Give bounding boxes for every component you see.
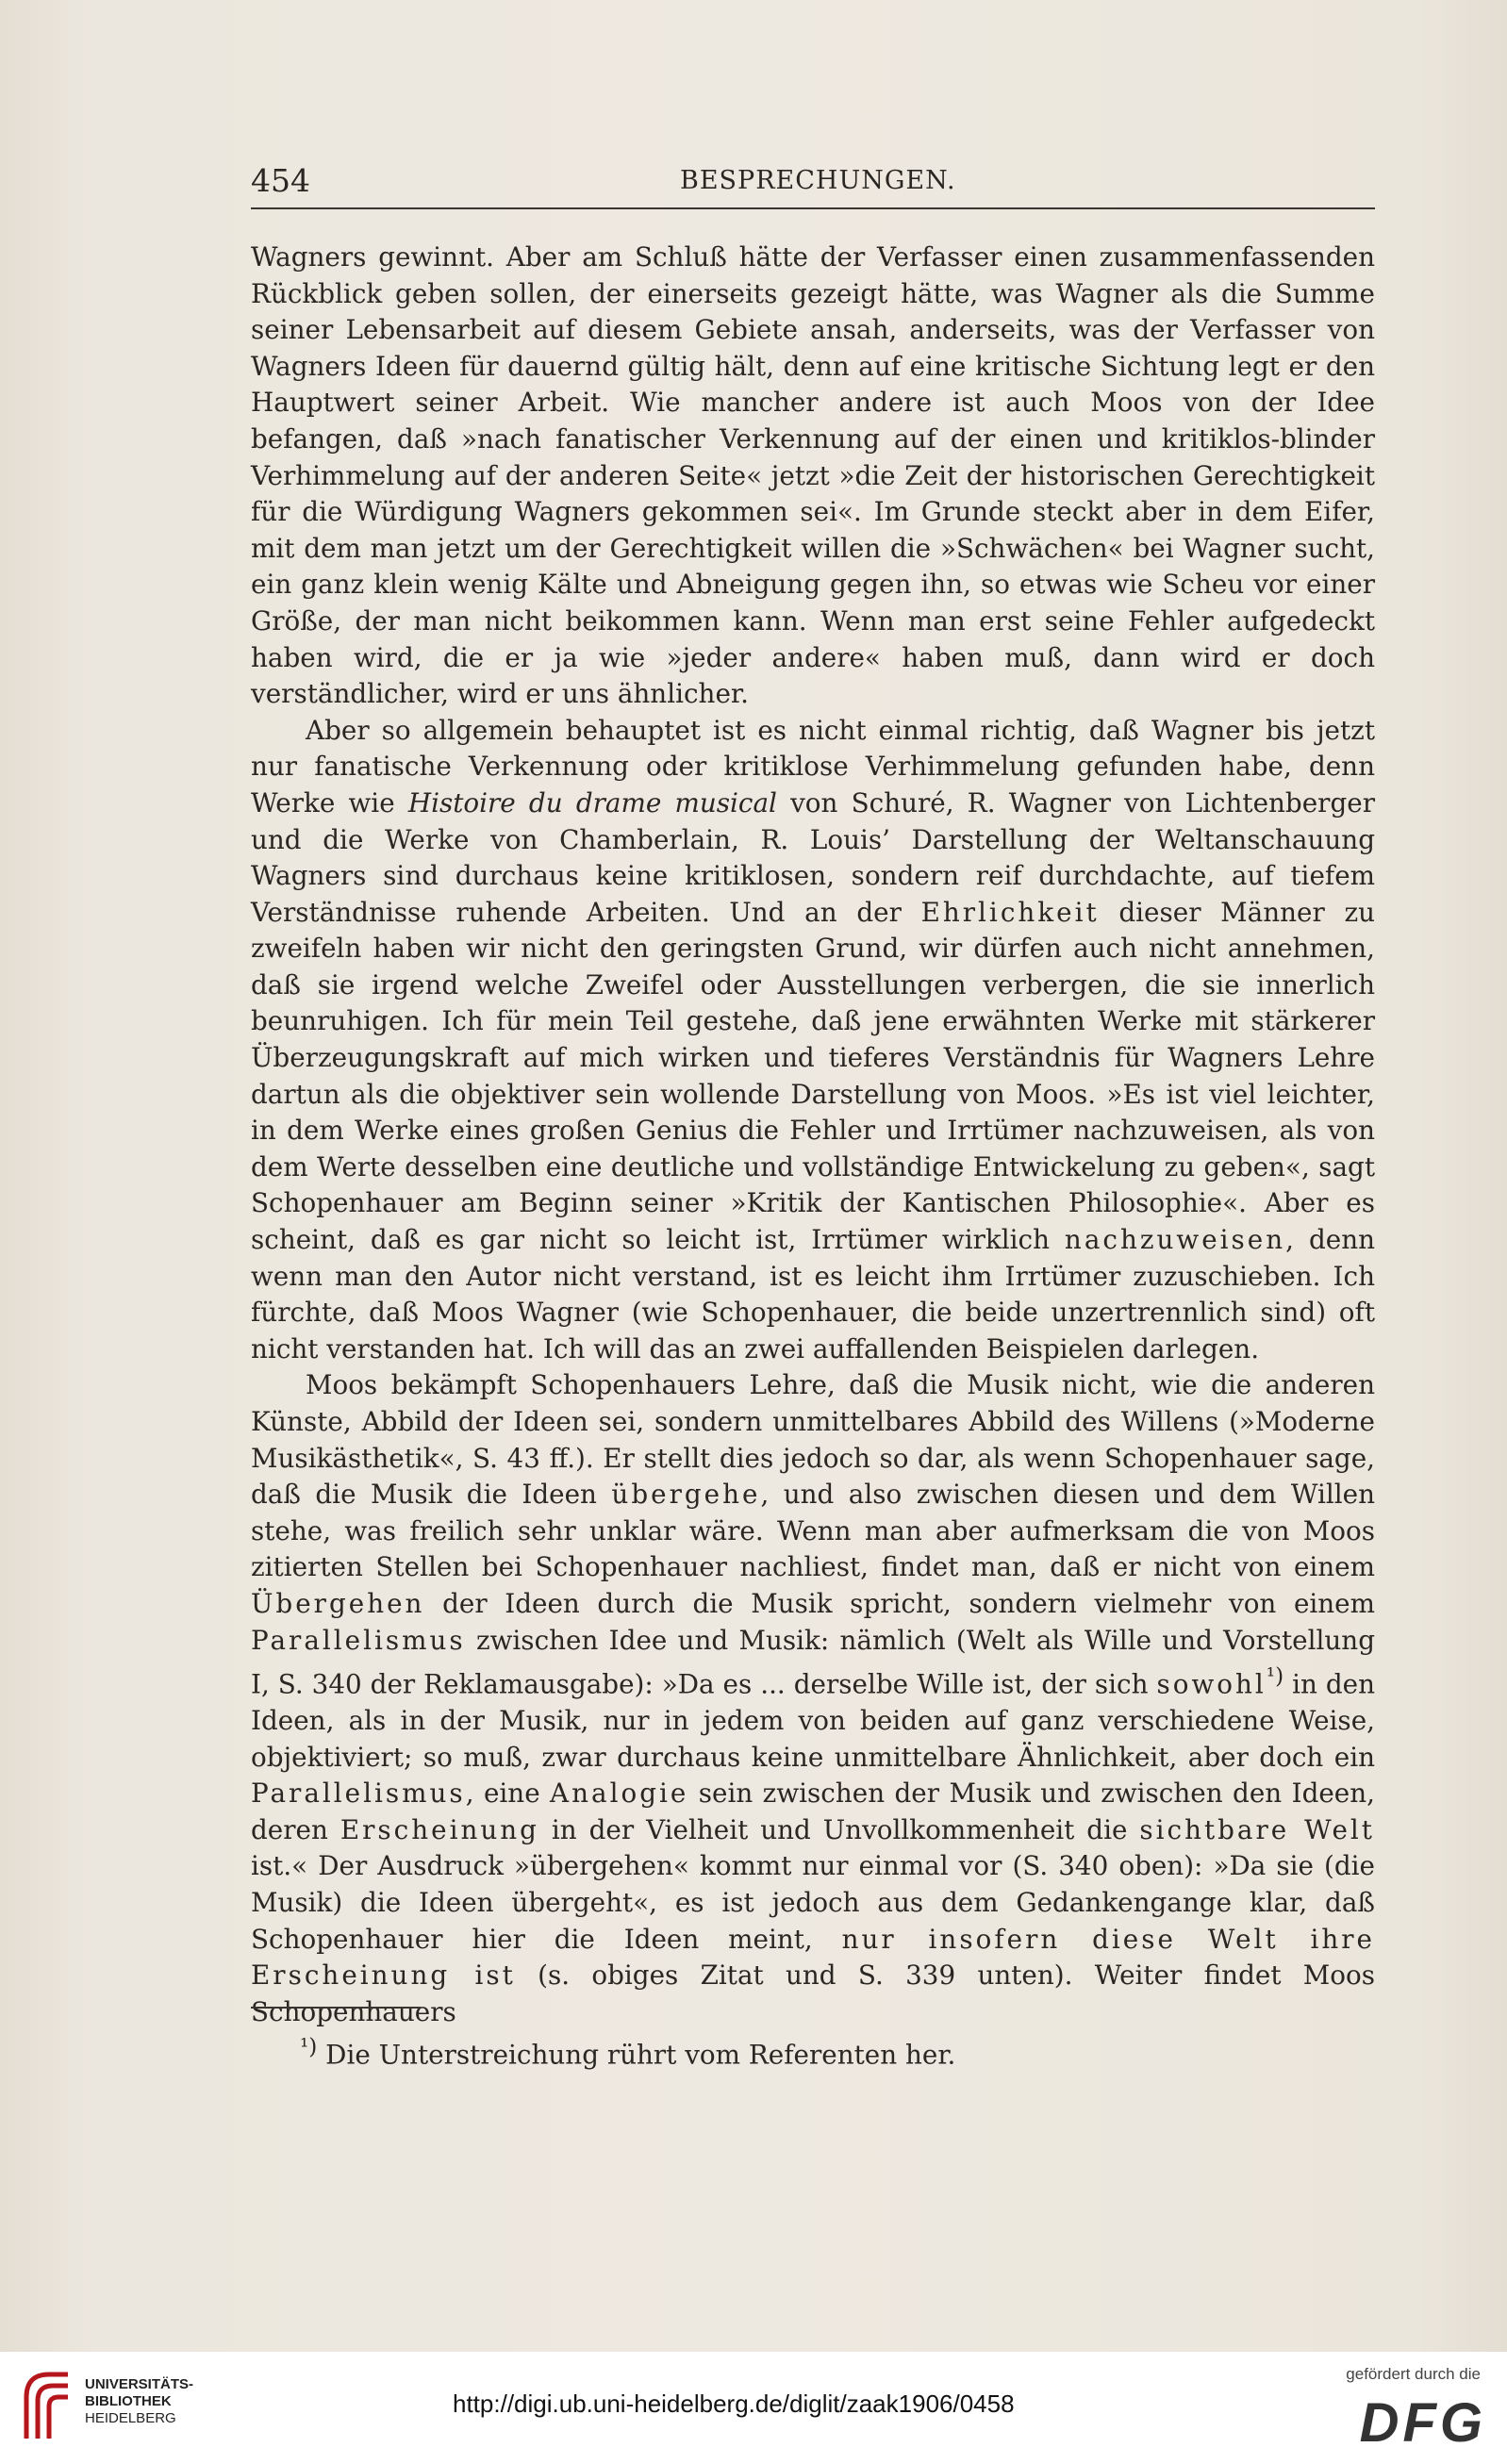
text-run: von Schuré, R. Wagner von Lichtenberger und die Werke von Chamberlain, R. Louis’ Darstellung der Weltanschauung Wagners sind durchaus keine kritiklosen, sondern reif durchdachte, auf tiefem Verständnisse ruhende Arbeiten. Und an der <box>251 786 1375 928</box>
text-run: ist.« Der Ausdruck »übergehen« kommt nur einmal vor (S. 340 oben): »Da sie (die Musik) die Ideen übergeht«, es ist jedoch aus dem Gedankengange klar, daß Schopenhauer hier die Ideen meint, <box>251 1850 1375 1955</box>
text-run: Aber so allgemein behauptet ist es nicht einmal richtig, daß Wagner bis jetzt nur fanatische Verkennung oder kritiklose Verhimmelung gefunden habe, denn Werke wie <box>251 714 1375 819</box>
footnote <box>300 2035 955 2070</box>
text-run: zwischen Idee und Musik: nämlich (Welt als Wille und Vorstellung I, S. 340 der Reklamausgabe): »Da es ... derselbe Wille ist, der sich <box>251 1624 1375 1700</box>
footnote-text: Die Unterstreichung rührt vom Referenten her. <box>317 2039 956 2071</box>
footnote-reference: ¹) <box>1266 1664 1284 1690</box>
spaced-emphasis: Analogie <box>550 1778 689 1810</box>
spaced-emphasis: übergehe <box>611 1479 761 1511</box>
library-logo-icon <box>19 2369 75 2444</box>
library-line-2: BIBLIOTHEK <box>85 2393 172 2409</box>
page-header <box>251 160 1375 209</box>
spaced-emphasis: nur insofern diese Welt ihre Erscheinung ist <box>251 1923 1375 1992</box>
dfg-logo: DFG <box>1359 2392 1486 2454</box>
text-run: in der Vielheit und Unvollkommenheit die <box>538 1813 1140 1845</box>
funding-label: gefördert durch die <box>1346 2365 1481 2383</box>
library-line-1: UNIVERSITÄTS- <box>85 2376 194 2392</box>
spaced-emphasis: Parallelismus <box>251 1624 466 1656</box>
spaced-emphasis: sowohl <box>1156 1668 1267 1700</box>
paragraph <box>251 240 1375 713</box>
body-text <box>251 240 1375 2030</box>
text-run: , denn wenn man den Autor nicht verstand, ist es leicht ihm Irrtümer zuzuschieben. Ich fürchte, daß Moos Wagner (wie Schopenhauer, die beide unzertrennlich sind) oft nicht verstanden hat. Ich will das an zwei auffallenden Beispielen darlegen. <box>251 1224 1375 1364</box>
library-line-3: HEIDELBERG <box>85 2410 176 2426</box>
text-run: (s. obiges Zitat und S. 339 unten). Weiter findet Moos Schopenhauers <box>251 1960 1375 2027</box>
running-head: BESPRECHUNGEN. <box>680 166 956 195</box>
text-run: Wagners gewinnt. Aber am Schluß hätte der Verfasser einen zusammenfassenden Rückblick geben sollen, der einerseits gezeigt hätte, was Wagner als die Summe seiner Lebensarbeit auf diesem Gebiete ansah, anderseits, was der Verfasser von Wagners Ideen für dauernd gültig hält, denn auf eine kritische Sichtung legt er den Hauptwert seiner Arbeit. Wie mancher andere ist auch Moos von der Idee befangen, daß »nach fanatischer Verkennung auf der einen und kritiklos-blinder Verhimmelung auf der anderen Seite« jetzt »die Zeit der historischen Gerechtigkeit für die Würdigung Wagners gekommen sei«. Im Grunde steckt aber in dem Eifer, mit dem man jetzt um der Gerechtigkeit willen die »Schwächen« bei Wagner sucht, ein ganz klein wenig Kälte und Abneigung gegen ihn, so etwas wie Scheu vor einer Größe, der man nicht beikommen kann. Wenn man erst seine Fehler aufgedeckt haben wird, die er ja wie »jeder andere« haben muß, dann wird er doch verständlicher, wird er uns ähnlicher. <box>251 241 1375 710</box>
library-name <box>85 2376 193 2427</box>
spaced-emphasis: Erscheinung <box>339 1813 539 1845</box>
text-run: , und also zwischen diesen und dem Willen stehe, was freilich sehr unklar wäre. Wenn man aber aufmerksam die von Moos zitierten Stellen bei Schopenhauer nachliest, findet man, daß er nicht von einem <box>251 1479 1375 1583</box>
spaced-emphasis: Parallelismus <box>251 1778 466 1810</box>
paragraph <box>251 713 1375 1368</box>
spaced-emphasis: Übergehen <box>251 1587 425 1619</box>
text-run: , eine <box>465 1778 551 1810</box>
footnote-mark: ¹) <box>300 2035 318 2059</box>
text-run: sein zwischen der Musik und zwischen den Ideen, deren <box>251 1778 1375 1845</box>
spaced-emphasis: Ehrlichkeit <box>920 896 1100 928</box>
page-number: 454 <box>251 162 310 199</box>
text-run: dieser Männer zu zweifeln haben wir nicht den geringsten Grund, wir dürfen auch nicht annehmen, daß sie irgend welche Zweifel oder Ausstellungen verbergen, die sie innerlich beunruhigen. Ich für mein Teil gestehe, daß jene erwähnten Werke mit stärkerer Überzeugungskraft auf mich wirken und tieferes Verständnis für Wagners Lehre dartun als die objektiver sein wollende Darstellung von Moos. »Es ist viel leichter, in dem Werke eines großen Genius die Fehler und Irrtümer nachzuweisen, als von dem Werte desselben eine deutliche und vollständige Entwickelung zu geben«, sagt Schopenhauer am Beginn seiner »Kritik der Kantischen Philosophie«. Aber es scheint, daß es gar nicht so leicht ist, Irrtümer wirklich <box>251 896 1375 1256</box>
italic-title: Histoire du drame musical <box>407 786 777 819</box>
spaced-emphasis: nachzuweisen <box>1064 1224 1286 1256</box>
spaced-emphasis: sichtbare Welt <box>1139 1813 1375 1845</box>
text-run: der Ideen durch die Musik spricht, sondern vielmehr von einem <box>424 1587 1375 1619</box>
footer-bar <box>0 2352 1507 2464</box>
paragraph <box>251 1367 1375 2030</box>
text-run: in den Ideen, als in der Musik, nur in jedem von beiden auf ganz verschiedene Weise, objektiviert; so muß, zwar durchaus keine unmittelbare Ähnlichkeit, aber doch ein <box>251 1668 1375 1773</box>
source-url-link[interactable]: http://digi.ub.uni-heidelberg.de/diglit/zaak1906/0458 <box>453 2390 1015 2418</box>
footnote-rule <box>251 2007 421 2009</box>
text-run: Moos bekämpft Schopenhauers Lehre, daß die Musik nicht, wie die anderen Künste, Abbild der Ideen sei, sondern unmittelbares Abbild des Willens (»Moderne Musikästhetik«, S. 43 ff.). Er stellt dies jedoch so dar, als wenn Schopenhauer sage, daß die Musik die Ideen <box>251 1369 1375 1511</box>
